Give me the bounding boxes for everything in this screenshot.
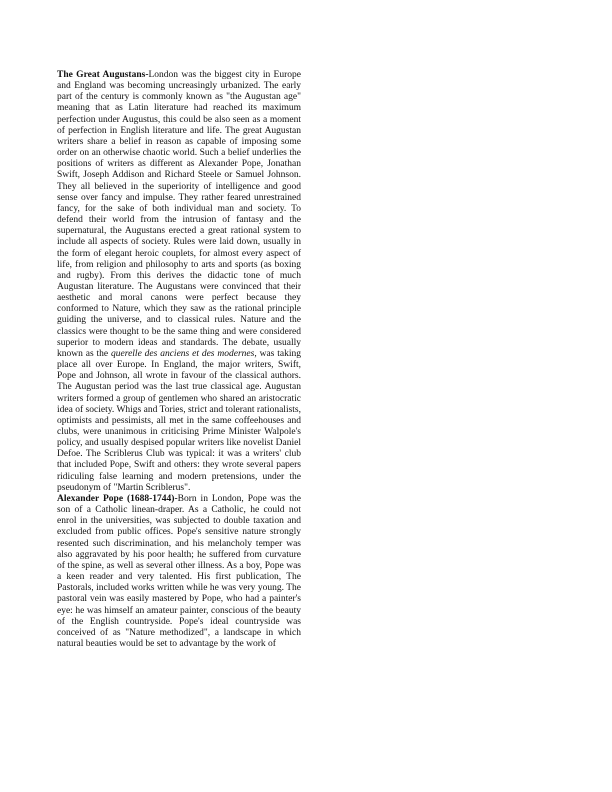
paragraph-alexander-pope: [57, 494, 301, 650]
body-text: London was the biggest city in Europe and England was becoming uncreasingly urbanized. The early part of the century is commonly known as "the Augustan age" meaning that as Latin literature had reached its maximum perfection under Augustus, this could be also seen as a moment of perfection in English literature and life. The great Augustan writers share a belief in reason as capable of imposing some order on an otherwise chaotic world. Such a belief underlies the positions of writers as different as Alexander Pope, Jonathan Swift, Joseph Addison and Richard Steele or Samuel Johnson. They all believed in the superiority of intelligence and good sense over fancy and impulse. They rather feared unrestrained fancy, for the sake of both individual man and society. To defend their world from the intrusion of fantasy and the supernatural, the Augustans erected a great rational system to include all aspects of society. Rules were laid down, usually in the form of elegant heroic couplets, for almost every aspect of life, from religion and philosophy to arts and sports (as boxing and rugby). From this derives the didactic tone of much Augustan literature. The Augustans were convinced that their aesthetic and moral canons were perfect because they conformed to Nature, which they saw as the rational principle guiding the universe, and to classical rules. Nature and the classics were thought to be the same thing and were considered superior to modern ideas and standards. The debate, usually known as the: [57, 70, 301, 359]
text-column: [57, 70, 301, 650]
section-heading: Alexander Pope (1688-1744)-: [57, 493, 178, 504]
paragraph-great-augustans: [57, 70, 301, 494]
body-text: , was taking place all over Europe. In England, the major writers, Swift, Pope and Johnson, all wrote in favour of the classical authors. The Augustan period was the last true classical age. Augustan writers formed a group of gentlemen who shared an aristocratic idea of society. Whigs and Tories, strict and tolerant rationalists, optimists and pessimists, all met in the same coffeehouses and clubs, were unanimous in criticising Prime Minister Walpole's policy, and usually despised popular writers like novelist Daniel Defoe. The Scriblerus Club was typical: it was a writers' club that included Pope, Swift and others: they wrote several papers ridiculing false learning and modern pretensions, under the pseudonym of "Martin Scriblerus".: [57, 348, 301, 493]
body-text: Born in London, Pope was the son of a Catholic linean-draper. As a Catholic, he could not enrol in the universities, was subjected to double taxation and excluded from public offices. Pope's sensitive nature strongly resented such discrimination, and his melancholy temper was also aggravated by his poor health; he suffered from curvature of the spine, as well as several other illness. As a boy, Pope was a keen reader and very talented. His first publication, The Pastorals, included works written while he was very young. The pastoral vein was easily mastered by Pope, who had a painter's eye: he was himself an amateur painter, conscious of the beauty of the English countryside. Pope's ideal countryside was conceived of as "Nature methodized", a landscape in which natural beauties would be set to advantage by the work of: [57, 493, 301, 649]
italic-phrase: querelle des anciens et des modernes: [111, 348, 255, 359]
section-heading: The Great Augustans-: [57, 70, 149, 80]
